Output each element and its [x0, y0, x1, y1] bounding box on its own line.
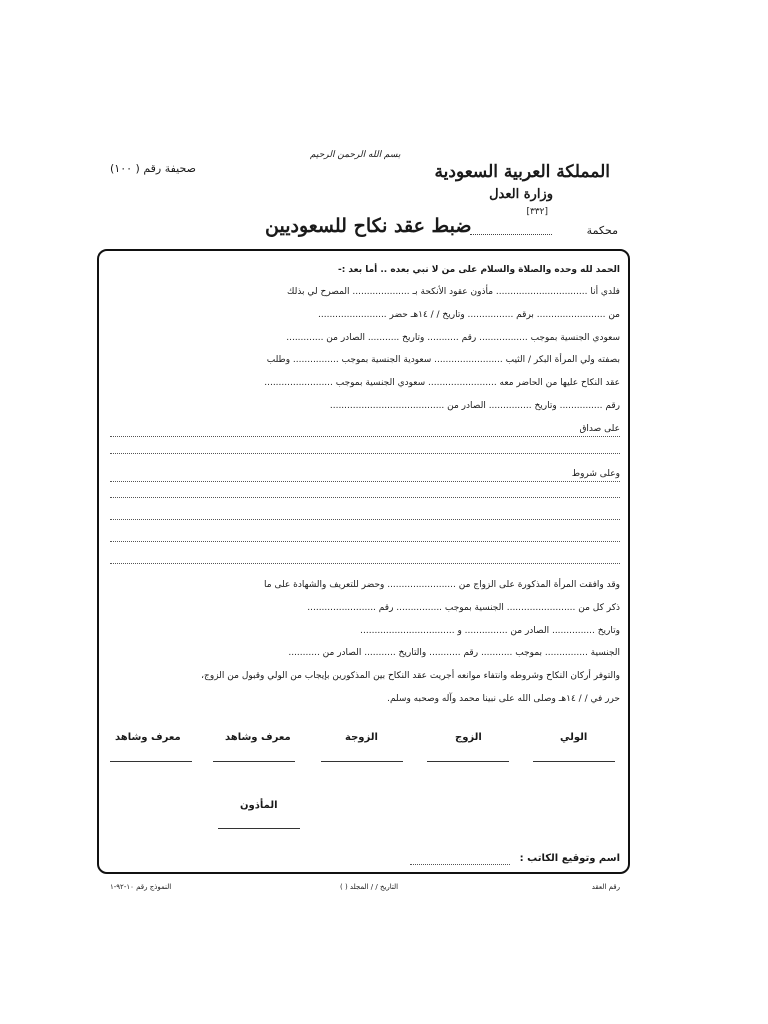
husband-label: الزوج	[455, 732, 482, 743]
form-line-groom-id: رقم ............... وتاريخ ............... الصادر من ........................................	[329, 401, 620, 411]
conditions-line	[110, 481, 620, 482]
form-line-dated: حرر في / / ١٤هـ وصلى الله على نبينا محمد وآله وصحبه وسلم.	[387, 694, 620, 704]
form-line-dowry: على صداق	[579, 424, 620, 434]
form-line-guardian: بصفته ولي المرأة البكر / الثيب ........................ سعودية الجنسية بموجب ................ وطلب	[266, 355, 620, 365]
form-line-conclusion: والتوفر أركان النكاح وشروطه وانتفاء موانعه أجريت عقد النكاح بين المذكورين بإيجاب من الولي وقبول من الزوج،	[201, 671, 620, 681]
form-line-witness1: ذكر كل من ........................ الجنسية بموجب ................ رقم ........................	[307, 603, 620, 613]
court-line	[470, 234, 552, 235]
dowry-line	[110, 453, 620, 454]
dowry-line	[110, 436, 620, 437]
conditions-line	[110, 563, 620, 564]
witness1-label: معرف وشاهد	[225, 732, 291, 743]
guardian-label: الولي	[560, 732, 588, 743]
bismillah-text: بسم الله الرحمن الرحيم	[310, 150, 401, 160]
wife-label: الزوجة	[345, 732, 378, 743]
page-number: صحيفة رقم ( ١٠٠)	[110, 162, 196, 175]
court-label: محكمة	[586, 224, 618, 237]
conditions-line	[110, 541, 620, 542]
wife-signature-line	[321, 761, 403, 762]
witness2-signature-line	[110, 761, 192, 762]
guardian-signature-line	[533, 761, 615, 762]
ministry-name: وزارة العدل	[489, 187, 553, 202]
form-line-attendee: من ........................ برقم ................ وتاريخ / / ١٤هـ حضر ........................	[318, 310, 620, 320]
officiant-label: المأذون	[240, 800, 278, 811]
form-line-id: سعودي الجنسية بموجب ................. رقم ........... وتاريخ ........... الصادر من .............	[286, 333, 620, 343]
contract-number: رقم العقد	[591, 883, 620, 891]
record-reference: التاريخ / / المجلد ( )	[340, 883, 399, 891]
page-title: ضبط عقد نكاح للسعوديين	[265, 215, 472, 237]
ministry-code: [٣٣٢]	[526, 207, 548, 217]
form-line-witness-date: وتاريخ ............... الصادر من ............... و .................................	[360, 626, 620, 636]
form-line-opening: الحمد لله وحده والصلاة والسلام على من لا نبي بعده .. أما بعد :-	[337, 265, 620, 275]
conditions-line	[110, 497, 620, 498]
form-number: النموذج رقم ١٠-٩٢-١	[110, 883, 172, 891]
conditions-line	[110, 519, 620, 520]
clerk-label: اسم وتوقيع الكاتب :	[519, 853, 620, 864]
form-line-conditions: وعلى شروط	[571, 469, 620, 479]
officiant-signature-line	[218, 828, 300, 829]
witness1-signature-line	[213, 761, 295, 762]
witness2-label: معرف وشاهد	[115, 732, 181, 743]
husband-signature-line	[427, 761, 509, 762]
form-line-officiant: فلدي أنا ................................ مأذون عقود الأنكحة بـ .................... المصرح لي بذلك	[287, 287, 620, 297]
form-line-witness2: الجنسية ............... بموجب ........... رقم ........... والتاريخ ........... الصادر من ...........	[288, 648, 620, 658]
clerk-signature-line	[410, 864, 510, 865]
form-line-groom: عقد النكاح عليها من الحاضر معه ........................ سعودي الجنسية بموجب ........................	[264, 378, 620, 388]
form-line-consent: وقد وافقت المرأة المذكورة على الزواج من ........................ وحضر للتعريف والشهادة على ما	[264, 580, 620, 590]
kingdom-name: المملكة العربية السعودية	[434, 162, 610, 182]
